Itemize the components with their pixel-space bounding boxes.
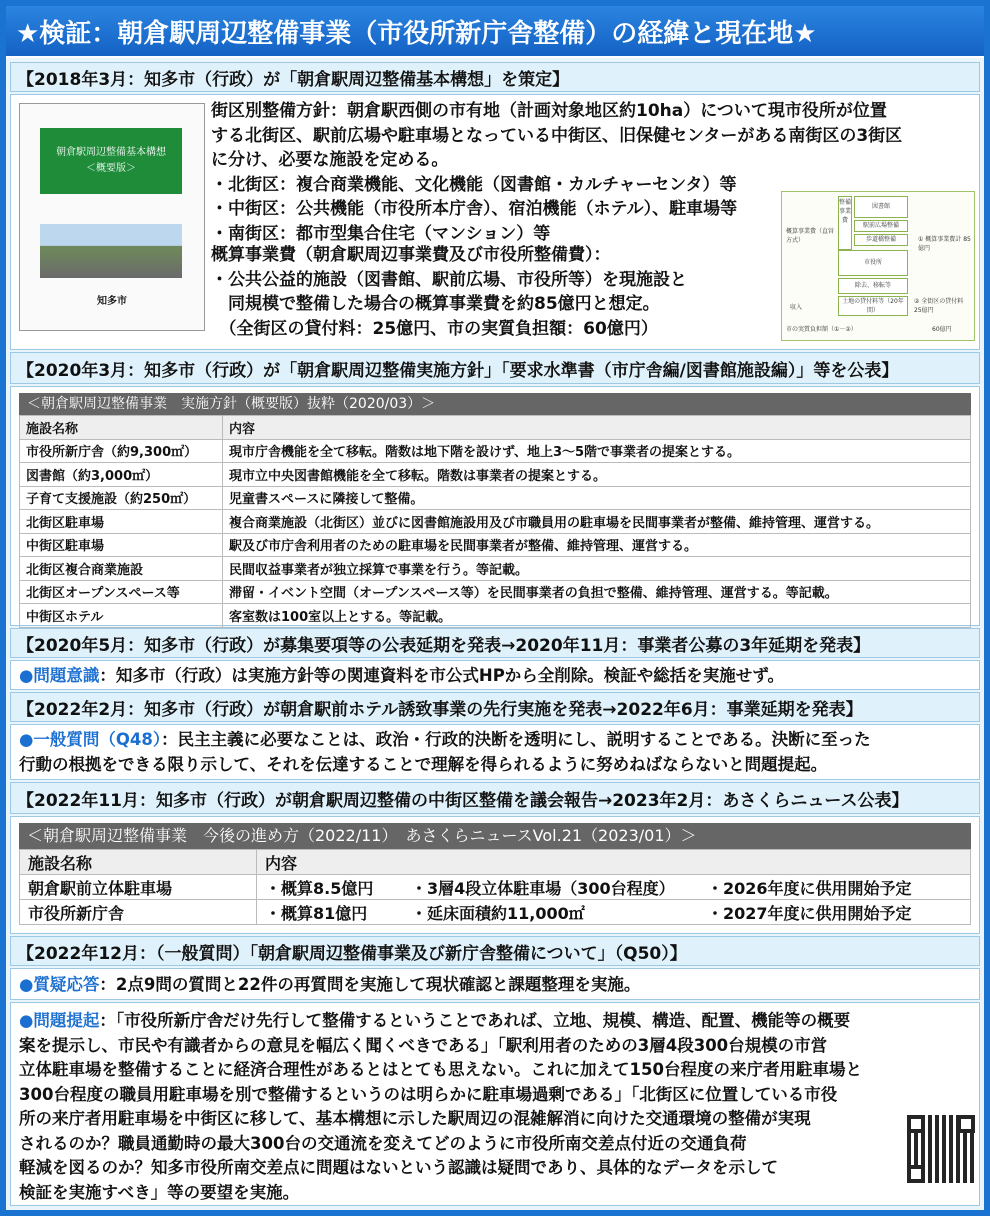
plan-line: ・中街区：公共機能（市役所本庁舎）、宿泊機能（ホテル）、駐車場等: [211, 199, 738, 219]
problem-line: 所の来庁者用駐車場を中街区に移して、基本構想に示した駅周辺の混雑解消に向けた交通環境の整備が実現: [19, 1109, 811, 1128]
problem-line: されるのか？職員通勤時の最大300台の交通流を変えてどのように市役所南交差点付近の交通負荷: [19, 1133, 747, 1153]
table-header-row: [20, 850, 971, 875]
diagram-income: 収入: [790, 304, 803, 311]
booklet-photo: [40, 224, 182, 278]
cost-line: ・公共公益的施設（図書館、駅前広場、市役所等）を現施設と: [211, 269, 687, 290]
table-row: [20, 557, 971, 581]
table-row: [20, 580, 971, 604]
section-heading-2022-12: 【2022年12月：（一般質問）「朝倉駅周辺整備事業及び新庁舎整備について」（Q50）】: [10, 936, 980, 966]
plan-line: ・北街区：複合商業機能、文化機能（図書館・カルチャーセンタ）等: [211, 174, 737, 195]
problem-line: 立体駐車場を整備することに経済合理性があるとはとても思えない。これに加えて150台程度の来庁者用駐車場と: [19, 1060, 862, 1079]
diagram-column-label: 整備事業費: [838, 196, 852, 250]
qr-finder: [907, 1165, 925, 1183]
plan-line: ・南街区：都市型集合住宅（マンション）等: [211, 223, 551, 244]
table-cell: 現市立中央図書館機能を全て移転。階数は事業者の提案とする。: [223, 463, 971, 487]
qr-code-icon[interactable]: [907, 1115, 975, 1183]
problem-text: ：「市役所新庁舎だけ先行して整備するということであれば、立地、規模、構造、配置、機能等の概要: [99, 1011, 851, 1030]
booklet-city: 知多市: [97, 296, 127, 307]
page: [6, 6, 984, 1210]
booklet-cover: [40, 128, 182, 194]
table-cell: 客室数は100室以上とする。等記載。: [223, 604, 971, 628]
diagram-item: 駅前広場整備: [854, 220, 908, 232]
problem-line: 300台程度の職員用駐車場を別で整備するというのは明らかに駐車場過剰である」「北街区に位置している市役: [19, 1084, 838, 1104]
table-cell: 市役所新庁舎（約9,300㎡）: [20, 439, 223, 463]
issue-awareness-label: ●問題意識: [19, 666, 100, 685]
q48-line: 行動の根拠をできる限り示して、それを伝達することで理解を得られるように努めねばならないと問題提起。: [19, 755, 828, 774]
qr-finder: [957, 1115, 975, 1133]
future-plan-box: [10, 816, 980, 934]
diagram-total: ① 概算事業費計 85億円: [918, 236, 971, 252]
table-cell: ・概算81億円: [257, 900, 404, 925]
plan-line: に分け、必要な施設を定める。: [211, 150, 449, 170]
section-heading-2022-11: 【2022年11月：知多市（行政）が朝倉駅周辺整備の中街区整備を議会報告→2023年2月：あさくらニュース公表】: [10, 782, 980, 814]
table-row: [20, 533, 971, 557]
qa-label: ●質疑応答: [19, 975, 100, 994]
general-question-q48-note: [10, 724, 980, 780]
booklet-title: 朝倉駅周辺整備基本構想: [56, 147, 166, 158]
table-row: [20, 604, 971, 628]
q48-label: ●一般質問（Q48）: [19, 730, 162, 749]
qr-finder: [907, 1115, 925, 1133]
diagram-rent-total: ② 全街区の貸付料 25億円: [914, 298, 964, 314]
table-cell: 駅及び市庁舎利用者のための駐車場を民間事業者が整備、維持管理、運営する。: [223, 533, 971, 557]
plan-line: 街区別整備方針：朝倉駅西側の市有地（計画対象地区約10ha）について現市役所が位置: [211, 101, 887, 121]
problem-line: [19, 1009, 971, 1034]
problem-line: 検証を実施すべき」等の要望を実施。: [19, 1182, 300, 1202]
problem-label: ●問題提起: [19, 1011, 100, 1030]
table-cell: ・2026年度に供用開始予定: [699, 875, 971, 900]
section-heading-2018: 【2018年3月：知多市（行政）が「朝倉駅周辺整備基本構想」を策定】: [10, 62, 980, 92]
cost-diagram: [781, 191, 975, 341]
diagram-rent: 土地の貸付料等（20年間）: [838, 296, 908, 316]
future-plan-table: [19, 849, 971, 925]
implementation-table-caption: ＜朝倉駅周辺整備事業 実施方針（概要版）抜粋（2020/03）＞: [19, 393, 971, 415]
issue-awareness-note: [10, 660, 980, 690]
section-heading-2022-02: 【2022年2月：知多市（行政）が朝倉駅前ホテル誘致事業の先行実施を発表→2022年6月：事業延期を発表】: [10, 692, 980, 722]
table-cell: ・延床面積約11,000㎡: [403, 900, 699, 925]
table-row: [20, 486, 971, 510]
diagram-item: 市役所: [838, 250, 908, 276]
basic-plan-booklet-image: [19, 103, 205, 331]
diagram-item: 図書館: [854, 196, 908, 218]
cost-line: （全街区の貸付料：25億円、市の実質負担額：60億円）: [211, 318, 658, 339]
page-title: ★検証：朝倉駅周辺整備事業（市役所新庁舎整備）の経緯と現在地★: [6, 6, 984, 58]
q48-line: [19, 727, 971, 752]
diagram-left-label: 概算事業費（直営方式）: [786, 228, 835, 244]
table-cell: 北街区オープンスペース等: [20, 580, 223, 604]
table-header-row: [20, 416, 971, 440]
table-cell: 北街区駐車場: [20, 510, 223, 534]
table-cell: ・2027年度に供用開始予定: [699, 900, 971, 925]
issue-awareness-text: ：知多市（行政）は実施方針等の関連資料を市公式HPから全削除。検証や総括を実施せず。: [99, 666, 784, 685]
table-cell: 現市庁舎機能を全て移転。階数は地下階を設けず、地上3～5階で事業者の提案とする。: [223, 439, 971, 463]
q48-text: ：民主主義に必要なことは、政治・行政的決断を透明にし、説明することである。決断に至った: [161, 730, 871, 749]
table-cell: 北街区複合商業施設: [20, 557, 223, 581]
table-cell: 市役所新庁舎: [20, 900, 257, 925]
table-row: [20, 463, 971, 487]
table-row: [20, 439, 971, 463]
diagram-item: 除去、移転等: [838, 278, 908, 294]
table-header-cell: 内容: [257, 850, 971, 875]
implementation-table: [19, 415, 971, 628]
table-cell: 民間収益事業者が独立採算で事業を行う。等記載。: [223, 557, 971, 581]
table-cell: 子育て支援施設（約250㎡）: [20, 486, 223, 510]
table-row: [20, 875, 971, 900]
table-header-cell: 内容: [223, 416, 971, 440]
problem-line: 軽減を図るのか？知多市役所南交差点に問題はないという認識は疑問であり、具体的なデータを示して: [19, 1158, 778, 1177]
diagram-item: 歩道橋整備: [854, 234, 908, 246]
table-cell: ・概算8.5億円: [257, 875, 404, 900]
table-cell: 中街区ホテル: [20, 604, 223, 628]
diagram-burden-value: 60億円: [932, 326, 952, 333]
table-cell: 図書館（約3,000㎡）: [20, 463, 223, 487]
booklet-subtitle: ＜概要版＞: [86, 163, 136, 174]
table-row: [20, 510, 971, 534]
problem-line: 案を提示し、市民や有識者からの意見を幅広く聞くべきである」「駅利用者のための3層4段300台規模の市営: [19, 1035, 828, 1055]
table-cell: 中街区駐車場: [20, 533, 223, 557]
cost-line: 概算事業費（朝倉駅周辺事業費及び市役所整備費）：: [211, 245, 611, 265]
table-cell: ・3層4段立体駐車場（300台程度）: [403, 875, 699, 900]
section-heading-2020-03: 【2020年3月：知多市（行政）が「朝倉駅周辺整備実施方針」「要求水準書（市庁舎編/図書館施設編）」等を公表】: [10, 352, 980, 384]
qa-note: [10, 968, 980, 1000]
table-header-cell: 施設名称: [20, 416, 223, 440]
table-header-cell: 施設名称: [20, 850, 257, 875]
table-cell: 朝倉駅前立体駐車場: [20, 875, 257, 900]
table-cell: 複合商業施設（北街区）並びに図書館施設用及び市職員用の駐車場を民間事業者が整備、維持管理、運営する。: [223, 510, 971, 534]
table-row: [20, 900, 971, 925]
cost-line: 同規模で整備した場合の概算事業費を約85億円と想定。: [211, 294, 660, 314]
implementation-policy-box: [10, 386, 980, 626]
table-cell: 児童書スペースに隣接して整備。: [223, 486, 971, 510]
plan-line: する北街区、駅前広場や駐車場となっている中街区、旧保健センターがある南街区の3街区: [211, 125, 903, 146]
qa-text: ：2点9問の質問と22件の再質問を実施して現状確認と課題整理を実施。: [99, 975, 641, 994]
table-cell: 滞留・イベント空間（オープンスペース等）を民間事業者の負担で整備、維持管理、運営する。等記載。: [223, 580, 971, 604]
section-heading-2020-05: 【2020年5月：知多市（行政）が募集要項等の公表延期を発表→2020年11月：事業者公募の3年延期を発表】: [10, 628, 980, 658]
problem-raised-note: [10, 1002, 980, 1206]
basic-plan-box: [10, 94, 980, 350]
cost-text: [211, 243, 771, 341]
future-plan-table-caption: ＜朝倉駅周辺整備事業 今後の進め方（2022/11） あさくらニュースVol.21（2023/01）＞: [19, 823, 971, 849]
diagram-burden: 市の実質負担額（①－②）: [786, 326, 857, 333]
